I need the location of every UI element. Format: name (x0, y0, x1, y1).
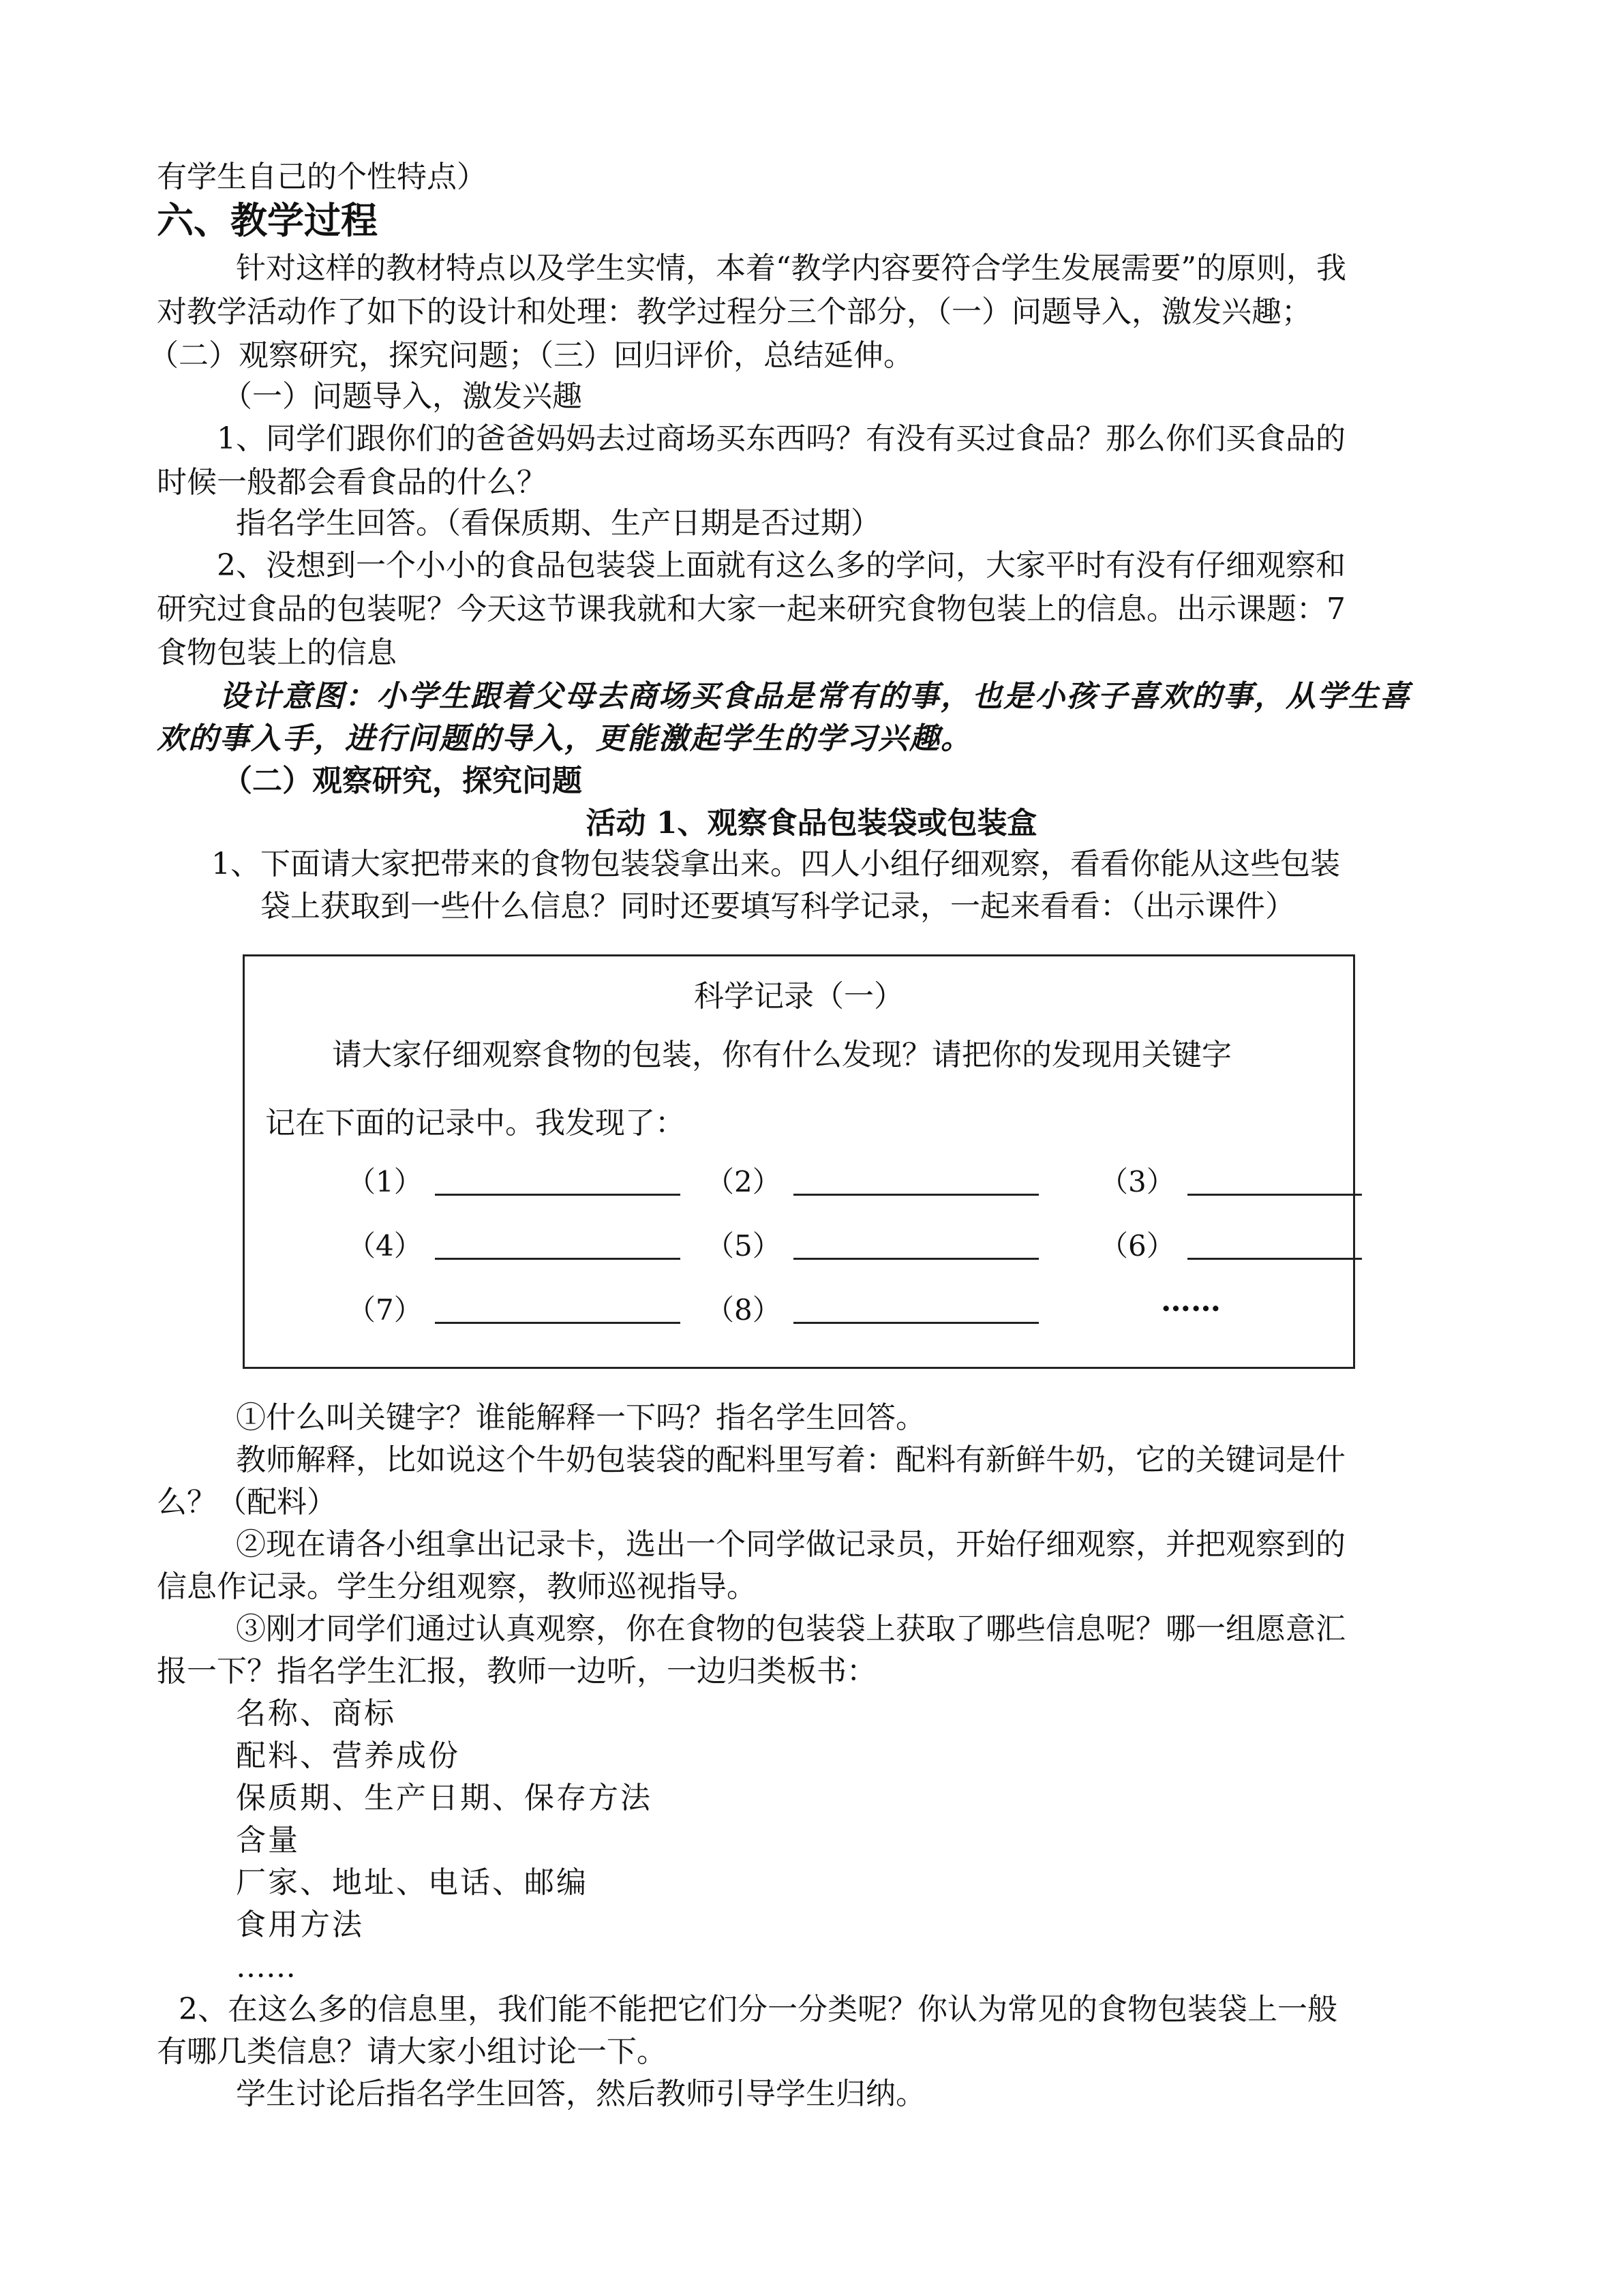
list-item: 含量 (236, 1823, 300, 1858)
answer-blank[interactable] (435, 1230, 680, 1260)
answer-blank[interactable] (793, 1166, 1039, 1196)
text-line: 2、没想到一个小小的食品包装袋上面就有这么多的学问，大家平时有没有仔细观察和 (217, 548, 1346, 583)
text-line: 有学生自己的个性特点） (157, 160, 487, 194)
text-line: 食物包装上的信息 (157, 635, 397, 670)
list-item: 食用方法 (236, 1907, 364, 1942)
text-line: ①什么叫关键字？谁能解释一下吗？指名学生回答。 (236, 1400, 926, 1435)
text-line: 么？（配料） (157, 1485, 337, 1520)
record-ellipsis: …… (1161, 1284, 1221, 1318)
answer-blank[interactable] (435, 1166, 680, 1196)
list-item: 配料、营养成份 (236, 1738, 460, 1773)
record-title: 科学记录（一） (694, 979, 904, 1014)
answer-blank[interactable] (793, 1230, 1039, 1260)
record-instruction: 请大家仔细观察食物的包装，你有什么发现？请把你的发现用关键字 (332, 1038, 1232, 1072)
section-heading: 六、教学过程 (157, 199, 378, 242)
answer-blank[interactable] (1187, 1166, 1362, 1196)
record-slot[interactable]: （1） (347, 1160, 680, 1200)
record-slot[interactable]: （2） (706, 1160, 1039, 1200)
record-slot[interactable]: （3） (1099, 1160, 1362, 1200)
list-item: 名称、商标 (236, 1696, 396, 1731)
design-intent: 设计意图：小学生跟着父母去商场买食品是常有的事，也是小孩子喜欢的事，从学生喜 (219, 679, 1411, 714)
text-line: （二）观察研究，探究问题；（三）回归评价，总结延伸。 (149, 338, 913, 373)
text-line: 1、下面请大家把带来的食物包装袋拿出来。四人小组仔细观察，看看你能从这些包装 (211, 847, 1340, 881)
text-line: 时候一般都会看食品的什么？ (157, 465, 547, 500)
record-slot[interactable]: （7） (347, 1288, 680, 1329)
text-line: 指名学生回答。（看保质期、生产日期是否过期） (236, 506, 881, 541)
science-record-box (243, 954, 1355, 1369)
record-instruction: 记在下面的记录中。我发现了： (265, 1106, 685, 1141)
design-intent: 欢的事入手，进行问题的导入，更能激起学生的学习兴趣。 (157, 721, 972, 756)
record-slot[interactable]: （5） (706, 1224, 1039, 1265)
record-slot[interactable]: （6） (1099, 1224, 1362, 1265)
answer-blank[interactable] (435, 1295, 680, 1324)
list-item: …… (236, 1950, 296, 1984)
text-line: 有哪几类信息？请大家小组讨论一下。 (157, 2034, 667, 2069)
text-line: 袋上获取到一些什么信息？同时还要填写科学记录，一起来看看：（出示课件） (260, 889, 1295, 924)
text-line: 信息作记录。学生分组观察，教师巡视指导。 (157, 1569, 757, 1604)
text-line: 2、在这么多的信息里，我们能不能把它们分一分类呢？你认为常见的食物包装袋上一般 (179, 1992, 1337, 2027)
text-line: ②现在请各小组拿出记录卡，选出一个同学做记录员，开始仔细观察，并把观察到的 (236, 1527, 1346, 1562)
answer-blank[interactable] (1187, 1230, 1362, 1260)
text-line: 对教学活动作了如下的设计和处理：教学过程分三个部分，（一）问题导入，激发兴趣； (157, 294, 1311, 329)
activity-heading: 活动 1、观察食品包装袋或包装盒 (586, 806, 1037, 841)
text-line: 研究过食品的包装呢？今天这节课我就和大家一起来研究食物包装上的信息。出示课题：7 (157, 592, 1346, 626)
text-line: 针对这样的教材特点以及学生实情，本着“教学内容要符合学生发展需要”的原则，我 (236, 251, 1346, 286)
subsection-heading: （二）观察研究，探究问题 (222, 764, 582, 798)
text-line: 学生讨论后指名学生回答，然后教师引导学生归纳。 (236, 2076, 926, 2111)
text-line: 教师解释，比如说这个牛奶包装袋的配料里写着：配料有新鲜牛奶，它的关键词是什 (236, 1442, 1346, 1477)
answer-blank[interactable] (793, 1295, 1039, 1324)
text-line: 报一下？指名学生汇报，教师一边听，一边归类板书： (157, 1654, 877, 1689)
subsection-heading: （一）问题导入，激发兴趣 (222, 379, 582, 414)
list-item: 厂家、地址、电话、邮编 (236, 1865, 588, 1900)
record-slot[interactable]: （8） (706, 1288, 1039, 1329)
list-item: 保质期、生产日期、保存方法 (236, 1781, 652, 1815)
record-slot[interactable]: （4） (347, 1224, 680, 1265)
text-line: 1、同学们跟你们的爸爸妈妈去过商场买东西吗？有没有买过食品？那么你们买食品的 (217, 421, 1346, 456)
text-line: ③刚才同学们通过认真观察，你在食物的包装袋上获取了哪些信息呢？哪一组愿意汇 (236, 1612, 1346, 1646)
